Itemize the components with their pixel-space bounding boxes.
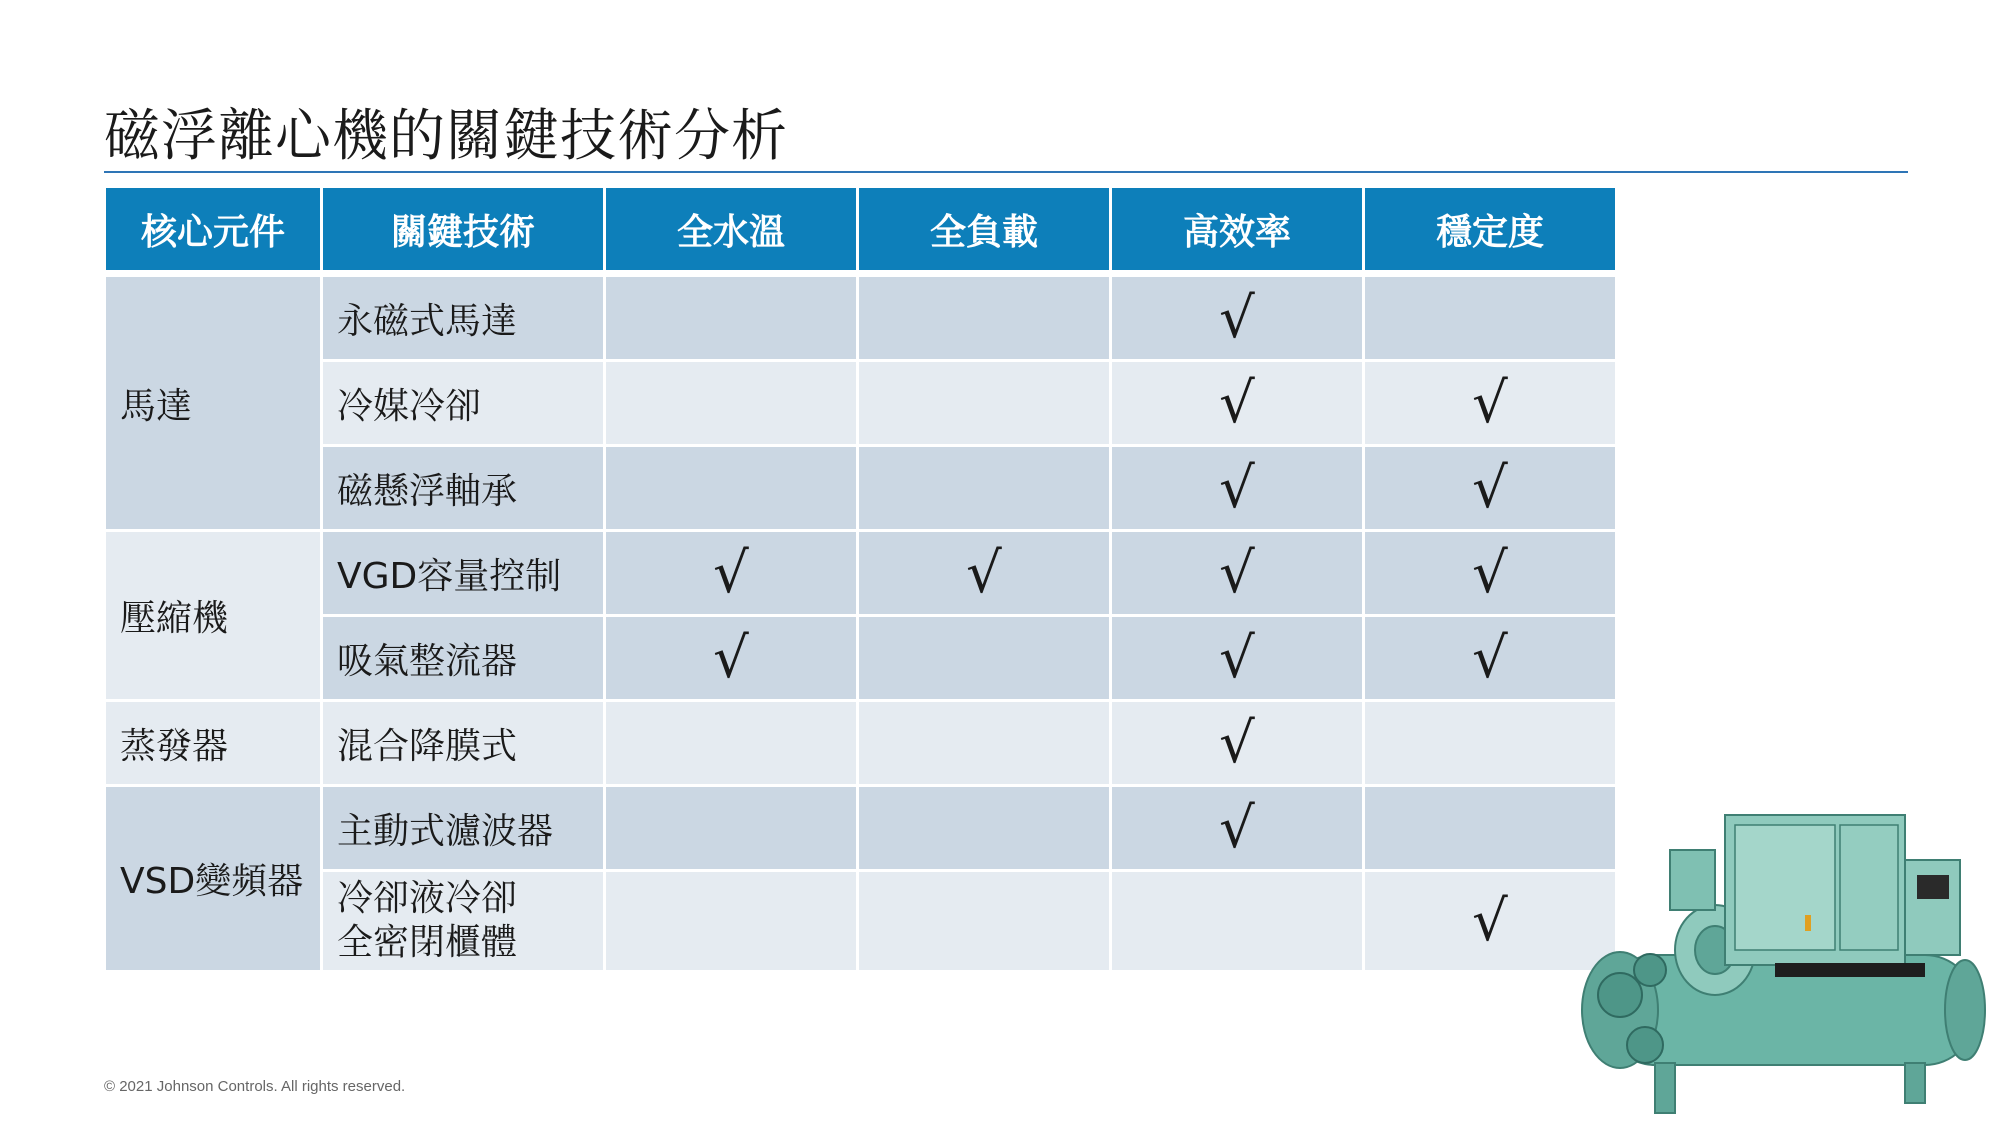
table-row [106, 872, 1615, 970]
check-cell [606, 447, 856, 529]
check-cell: √ [1365, 532, 1615, 614]
tech-cell: 主動式濾波器 [323, 787, 603, 869]
header-full-water-temp: 全水溫 [606, 188, 856, 270]
check-cell [606, 362, 856, 444]
check-cell: √ [1112, 447, 1362, 529]
component-cell: 蒸發器 [106, 702, 320, 784]
check-cell: √ [1365, 447, 1615, 529]
table-row [106, 362, 1615, 444]
check-cell: √ [1112, 362, 1362, 444]
check-cell [859, 872, 1109, 970]
table-row [106, 532, 1615, 614]
tech-cell: 冷媒冷卻 [323, 362, 603, 444]
tech-cell: 混合降膜式 [323, 702, 603, 784]
table-row [106, 702, 1615, 784]
page-title: 磁浮離心機的關鍵技術分析 [104, 104, 788, 169]
check-cell: √ [1365, 362, 1615, 444]
table-row [106, 273, 1615, 359]
nozzle [1634, 954, 1666, 986]
support-leg [1655, 1063, 1675, 1113]
chiller-image [1575, 805, 2000, 1125]
check-cell [1365, 702, 1615, 784]
tech-line: 冷卻液冷卻 [337, 878, 518, 919]
check-cell: √ [606, 532, 856, 614]
check-cell [1365, 273, 1615, 359]
check-cell [859, 702, 1109, 784]
component-cell: VSD變頻器 [106, 787, 320, 970]
check-cell: √ [1112, 787, 1362, 869]
check-cell [859, 273, 1109, 359]
header-component: 核心元件 [106, 188, 320, 270]
check-cell: √ [1112, 617, 1362, 699]
tech-cell [323, 872, 603, 970]
check-cell: √ [1112, 532, 1362, 614]
copyright-footer: © 2021 Johnson Controls. All rights reserved. [104, 1078, 406, 1095]
header-high-efficiency: 高效率 [1112, 188, 1362, 270]
nozzle [1598, 973, 1642, 1017]
check-cell [859, 362, 1109, 444]
check-cell: √ [1365, 872, 1615, 970]
control-display [1905, 860, 1960, 955]
handle [1805, 915, 1811, 931]
table-row [106, 447, 1615, 529]
check-cell [606, 702, 856, 784]
check-cell [859, 787, 1109, 869]
component-cell: 壓縮機 [106, 532, 320, 699]
tech-cell: 磁懸浮軸承 [323, 447, 603, 529]
tech-cell: VGD容量控制 [323, 532, 603, 614]
tech-cell: 永磁式馬達 [323, 273, 603, 359]
table-row [106, 787, 1615, 869]
check-cell [859, 617, 1109, 699]
check-cell: √ [1112, 702, 1362, 784]
tech-analysis-table [103, 185, 1618, 973]
check-cell: √ [1112, 273, 1362, 359]
tech-line: 全密閉櫃體 [337, 922, 518, 963]
title-underline [104, 171, 1908, 173]
check-cell: √ [1365, 617, 1615, 699]
check-cell [1112, 872, 1362, 970]
table-row [106, 617, 1615, 699]
tech-cell: 吸氣整流器 [323, 617, 603, 699]
check-cell [606, 787, 856, 869]
check-cell [606, 273, 856, 359]
table-header-row [106, 188, 1615, 270]
header-stability: 穩定度 [1365, 188, 1615, 270]
check-cell [859, 447, 1109, 529]
header-full-load: 全負載 [859, 188, 1109, 270]
check-cell: √ [859, 532, 1109, 614]
component-cell: 馬達 [106, 273, 320, 529]
nozzle [1627, 1027, 1663, 1063]
header-key-tech: 關鍵技術 [323, 188, 603, 270]
check-cell [606, 872, 856, 970]
support-leg [1905, 1063, 1925, 1103]
check-cell: √ [606, 617, 856, 699]
